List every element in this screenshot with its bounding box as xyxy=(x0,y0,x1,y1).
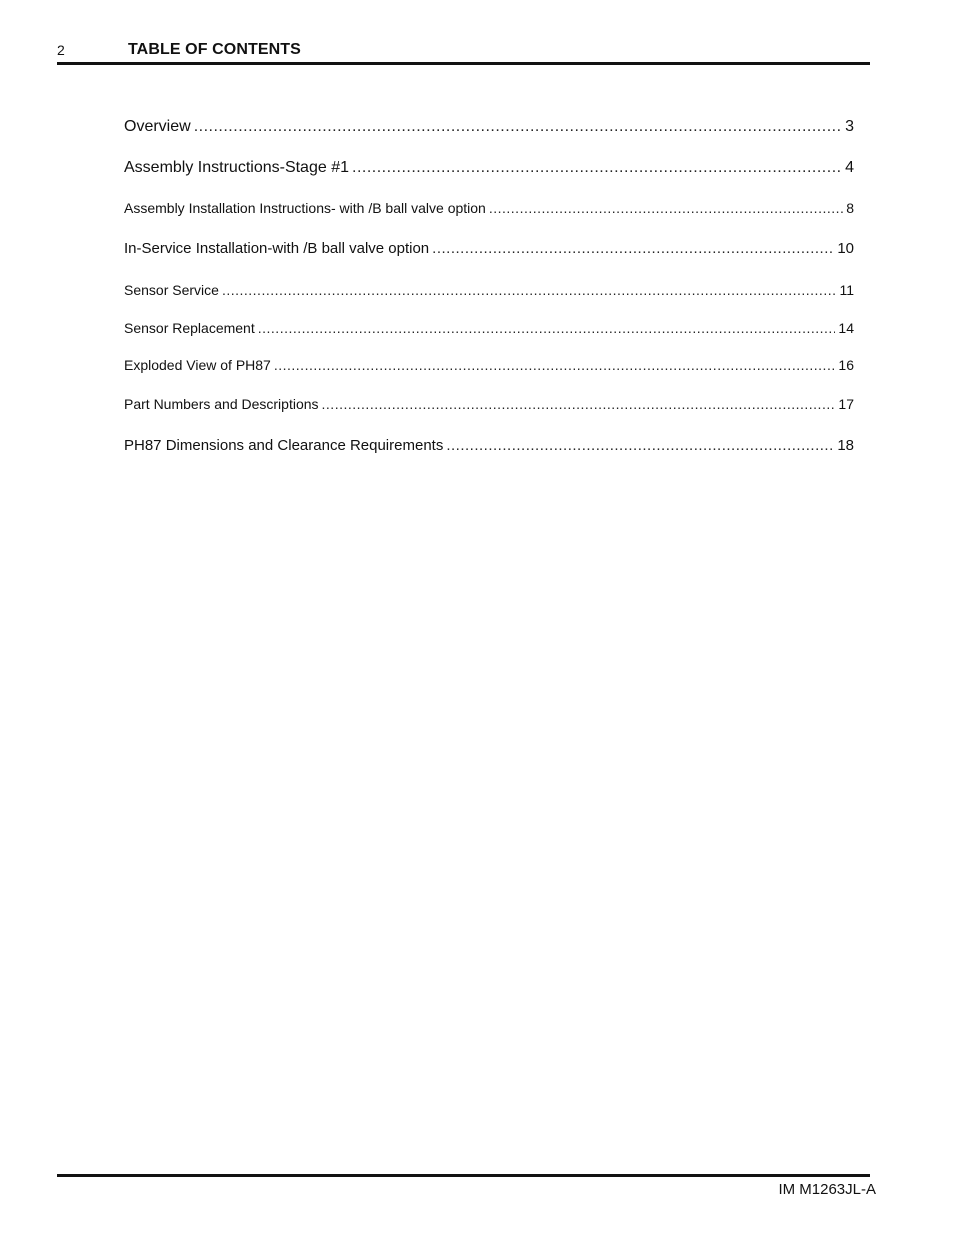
dot-leader xyxy=(274,357,836,373)
toc-entry-title: Overview xyxy=(124,118,191,135)
toc-entry-assembly-stage-1[interactable] xyxy=(124,159,854,177)
toc-entry-in-service-installation[interactable] xyxy=(124,240,854,257)
toc-entry-page: 8 xyxy=(846,200,854,216)
toc-entry-title: Sensor Replacement xyxy=(124,320,255,336)
dot-leader xyxy=(222,282,837,298)
dot-leader xyxy=(322,396,836,412)
dot-leader xyxy=(194,118,842,136)
toc-entry-page: 3 xyxy=(845,118,854,135)
toc-entry-page: 10 xyxy=(837,240,854,257)
toc-entry-page: 11 xyxy=(839,282,854,298)
toc-entry-exploded-view[interactable] xyxy=(124,357,854,373)
toc-entry-page: 17 xyxy=(838,396,854,412)
toc-entry-page: 16 xyxy=(838,357,854,373)
toc-entry-part-numbers[interactable] xyxy=(124,396,854,412)
footer-rule xyxy=(57,1174,870,1177)
toc-entry-title: Assembly Instructions-Stage #1 xyxy=(124,159,349,176)
toc-entry-title: Part Numbers and Descriptions xyxy=(124,396,319,412)
toc-entry-sensor-service[interactable] xyxy=(124,282,854,298)
toc-entry-page: 4 xyxy=(845,159,854,176)
dot-leader xyxy=(432,240,834,257)
toc-entry-overview[interactable] xyxy=(124,118,854,136)
toc-entry-assembly-installation[interactable] xyxy=(124,200,854,216)
page-title: TABLE OF CONTENTS xyxy=(128,41,301,58)
page-number: 2 xyxy=(57,42,65,58)
toc-entry-title: PH87 Dimensions and Clearance Requirements xyxy=(124,437,444,454)
dot-leader xyxy=(258,320,836,336)
page-header xyxy=(57,40,870,65)
toc-entry-page: 14 xyxy=(838,320,854,336)
toc-entry-page: 18 xyxy=(837,437,854,454)
dot-leader xyxy=(446,437,834,454)
toc-entry-title: In-Service Installation-with /B ball valve option xyxy=(124,240,430,257)
toc-entry-title: Exploded View of PH87 xyxy=(124,357,271,373)
document-id: IM M1263JL-A xyxy=(778,1181,876,1198)
dot-leader xyxy=(489,200,843,216)
toc-entry-title: Assembly Installation Instructions- with /B ball valve option xyxy=(124,200,486,216)
toc-entry-title: Sensor Service xyxy=(124,282,219,298)
dot-leader xyxy=(352,159,842,177)
toc-entry-sensor-replacement[interactable] xyxy=(124,320,854,336)
toc-entry-dimensions[interactable] xyxy=(124,437,854,454)
